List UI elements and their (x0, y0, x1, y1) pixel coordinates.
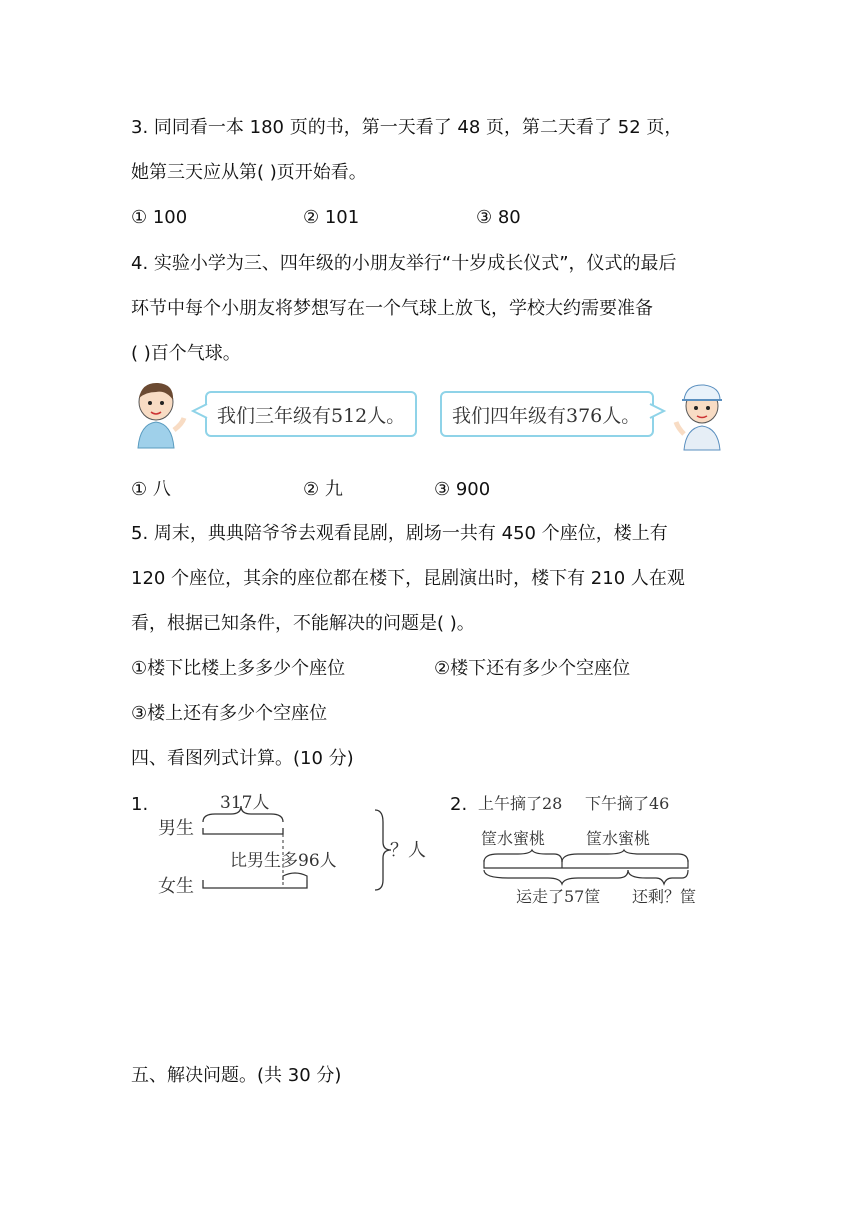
section-4-title: 四、看图列式计算。(10 分) (131, 748, 354, 769)
p1-top-label: 317人 (220, 793, 270, 813)
p2-afternoon-label-2: 筐水蜜桃 (586, 829, 651, 848)
p1-more-label: 比男生多96人 (230, 851, 337, 871)
speech-bubble-right (440, 391, 654, 437)
problem-1-number: 1. (131, 794, 149, 815)
section-5-title: 五、解决问题。(共 30 分) (131, 1065, 342, 1086)
q3-option-1: ① 100 (131, 207, 188, 228)
p1-girls-label: 女生 (158, 876, 194, 897)
q5-line-1: 5. 周末，典典陪爷爷去观看昆剧，剧场一共有 450 个座位，楼上有 (131, 523, 668, 544)
p1-total-label: ？人 (390, 840, 426, 861)
q4-option-1: ① 八 (131, 479, 171, 500)
problem-2-number: 2. (450, 794, 468, 815)
p2-morning-label: 上午摘了28 (478, 794, 563, 813)
p2-shipped-label: 运走了57筐 (516, 887, 601, 906)
q4-option-3: ③ 900 (434, 479, 491, 500)
q5-option-2: ②楼下还有多少个空座位 (434, 658, 631, 679)
p2-left-label: 还剩？筐 (632, 887, 697, 906)
speech-bubble-right-tail (650, 404, 664, 418)
speech-bubble-right-text: 我们四年级有376人。 (452, 405, 641, 427)
q3-line-2: 她第三天应从第( )页开始看。 (131, 162, 367, 183)
q5-option-1: ①楼下比楼上多多少个座位 (131, 658, 346, 679)
q4-option-2: ② 九 (303, 479, 343, 500)
q5-line-2: 120 个座位，其余的座位都在楼下，昆剧演出时，楼下有 210 人在观 (131, 568, 685, 589)
boy-illustration-right (672, 382, 732, 450)
q5-option-3: ③楼上还有多少个空座位 (131, 703, 328, 724)
q3-option-2: ② 101 (303, 207, 360, 228)
speech-bubble-left-tail (193, 404, 207, 418)
q4-line-3: ( )百个气球。 (131, 343, 241, 364)
p2-morning-label-2: 筐水蜜桃 (481, 829, 546, 848)
q3-line-1: 3. 同同看一本 180 页的书，第一天看了 48 页，第二天看了 52 页， (131, 117, 683, 138)
q4-line-2: 环节中每个小朋友将梦想写在一个气球上放飞，学校大约需要准备 (131, 298, 653, 319)
speech-bubble-left-text: 我们三年级有512人。 (217, 405, 406, 427)
speech-bubble-left (205, 391, 417, 437)
p2-afternoon-label: 下午摘了46 (585, 794, 670, 813)
p2-segment-diagram (478, 848, 708, 888)
p1-boys-label: 男生 (158, 818, 194, 839)
boy-illustration-left (128, 380, 188, 448)
q3-option-3: ③ 80 (476, 207, 521, 228)
p1-segment-diagram (195, 800, 435, 910)
q5-line-3: 看，根据已知条件，不能解决的问题是( )。 (131, 613, 475, 634)
q4-line-1: 4. 实验小学为三、四年级的小朋友举行“十岁成长仪式”，仪式的最后 (131, 253, 677, 274)
